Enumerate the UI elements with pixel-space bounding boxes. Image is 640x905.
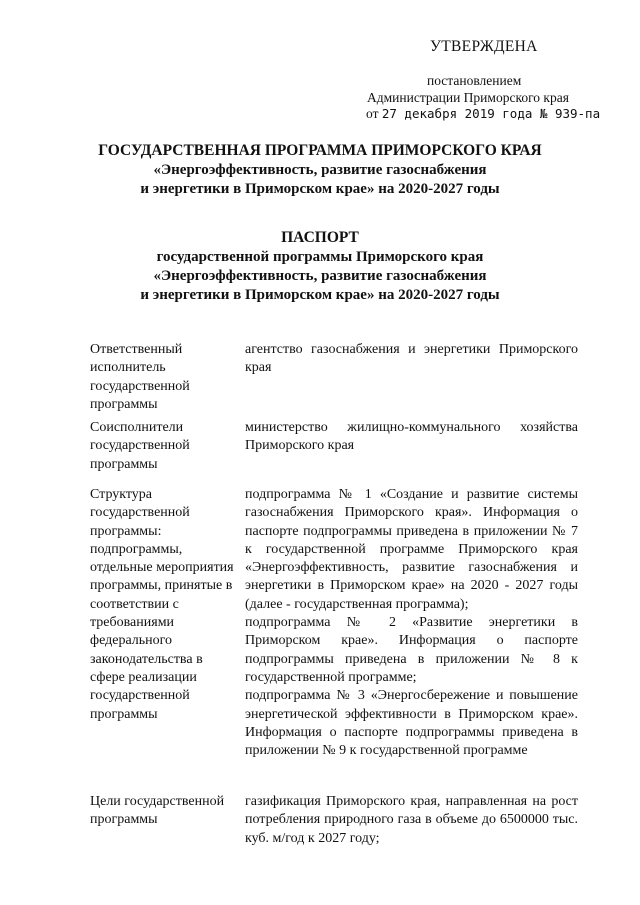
decree-line-3 [366, 106, 600, 122]
subprogram-2-text: подпрограмма № 2 «Развитие энергетики в Приморском крае». Информация о паспорте подпрограммы приведена в приложении № 8 к государственной программе; [245, 615, 578, 685]
goals-label: Цели государственной программы [90, 794, 225, 828]
decree-date-number: 27 декабря 2019 года № 939-па [381, 106, 601, 121]
subprogram-1-text: подпрограмма № 1 «Создание и развитие системы газоснабжения Приморского края». Информация о паспорте подпрограммы приведена в приложении № 7 к государственной программе Приморского края «Энергоэффективность, развитие газоснабжения и энергетики в Приморском крае» на 2020 - 2027 годы (далее - государственная программа); [245, 487, 578, 612]
decree-prefix: от [366, 106, 379, 121]
coexecutors-label: Соисполнители государственной программы [90, 420, 190, 472]
passport-title-line-4: и энергетики в Приморском крае» на 2020-2027 годы [140, 287, 500, 303]
coexecutors-value: министерство жилищно-коммунального хозяйства Приморского края [245, 420, 578, 454]
passport-title-line-2: государственной программы Приморского края [156, 249, 484, 265]
structure-label: Структура государственной программы: подпрограммы, отдельные мероприятия программы, принятые в соответствии с требованиями федерального законодательства в сфере реализации государственной программы [90, 487, 234, 722]
responsible-label: Ответственный исполнитель государственной программы [90, 342, 190, 412]
goals-value: газификация Приморского края, направленная на рост потребления природного газа в объеме до 6500000 тыс. куб. м/год к 2027 году; [245, 794, 578, 846]
passport-heading: ПАСПОРТ [281, 229, 359, 246]
program-title-line-3: и энергетики в Приморском крае» на 2020-2027 годы [140, 181, 500, 197]
subprogram-3-text: подпрограмма № 3 «Энергосбережение и повышение энергетической эффективности в Приморском крае». Информация о паспорте подпрограммы приведена в приложении № 9 к государственной программе [245, 688, 578, 759]
approval-stamp: УТВЕРЖДЕНА [430, 38, 538, 55]
responsible-value: агентство газоснабжения и энергетики Приморского края [245, 342, 578, 376]
structure-value [245, 486, 578, 760]
decree-line-2: Администрации Приморского края [367, 90, 569, 105]
decree-line-1: постановлением [427, 73, 522, 88]
program-title-line-2: «Энергоэффективность, развитие газоснабжения [153, 162, 487, 178]
passport-title-line-3: «Энергоэффективность, развитие газоснабжения [153, 268, 487, 284]
program-title-line-1: ГОСУДАРСТВЕННАЯ ПРОГРАММА ПРИМОРСКОГО КРАЯ [98, 142, 542, 159]
